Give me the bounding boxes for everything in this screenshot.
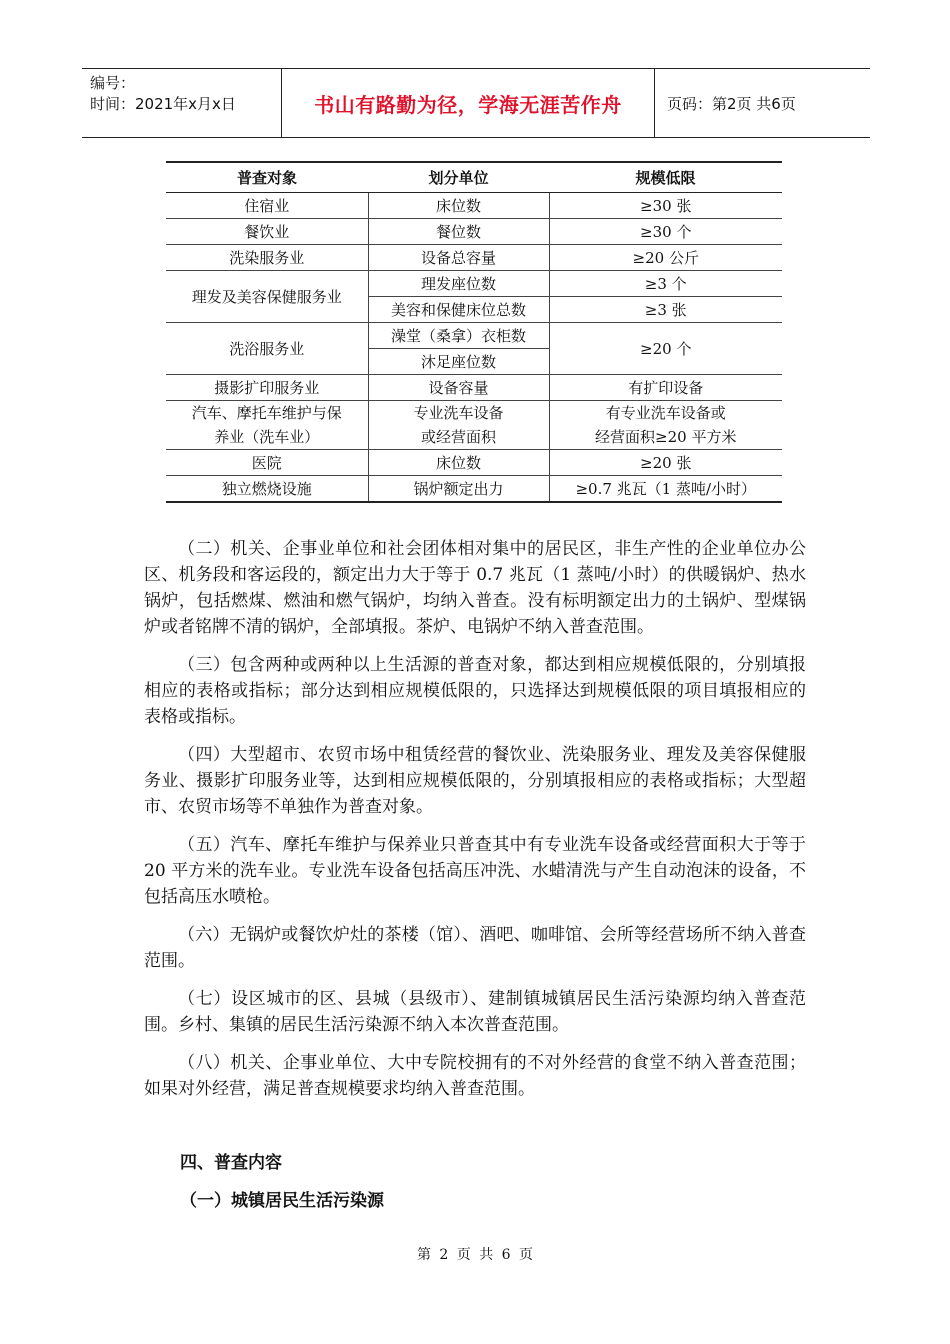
table-cell: 洗染服务业: [166, 245, 368, 271]
table-row: [166, 401, 782, 450]
table-cell: ≥20 个: [549, 323, 782, 375]
table-cell: 设备容量: [368, 375, 549, 401]
table-cell: 有扩印设备: [549, 375, 782, 401]
table-row: [166, 375, 782, 401]
table-cell: 住宿业: [166, 193, 368, 219]
table-cell: 床位数: [368, 193, 549, 219]
number-label: 编号：: [90, 74, 136, 92]
table-cell: [549, 401, 782, 450]
table-cell: ≥30 个: [549, 219, 782, 245]
table-cell: 独立燃烧设施: [166, 476, 368, 503]
table-cell: 理发及美容保健服务业: [166, 271, 368, 323]
table-cell: ≥3 个: [549, 271, 782, 297]
table-row: [166, 323, 782, 349]
table-cell: 床位数: [368, 450, 549, 476]
header-meta: [82, 69, 282, 137]
table-row: [166, 271, 782, 297]
table-cell: ≥3 张: [549, 297, 782, 323]
header-motto: 书山有路勤为径，学海无涯苦作舟: [282, 69, 655, 137]
table-cell: ≥0.7 兆瓦（1 蒸吨/小时）: [549, 476, 782, 503]
cell-line: 经营面积≥20 平方米: [595, 428, 737, 446]
cell-line: 专业洗车设备: [413, 404, 504, 422]
header-page-info: 页码：第2页 共6页: [667, 94, 796, 113]
table-cell: 理发座位数: [368, 271, 549, 297]
table-cell: ≥20 公斤: [549, 245, 782, 271]
cell-line: 有专业洗车设备或: [605, 404, 726, 422]
page-footer: 第 2 页 共 6 页: [416, 1247, 534, 1263]
time-label: 时间：2021年x月x日: [90, 95, 236, 113]
table-cell: 餐位数: [368, 219, 549, 245]
table-cell: 澡堂（桑拿）衣柜数: [368, 323, 549, 349]
paragraph: （三）包含两种或两种以上生活源的普查对象，都达到相应规模低限的，分别填报相应的表格或指标；部分达到相应规模低限的，只选择达到规模低限的项目填报相应的表格或指标。: [144, 655, 806, 727]
table-row: [166, 193, 782, 219]
header-cell: 划分单位: [368, 162, 549, 193]
paragraph: （四）大型超市、农贸市场中租赁经营的餐饮业、洗染服务业、理发及美容保健服务业、摄影扩印服务业等，达到相应规模低限的，分别填报相应的表格或指标；大型超市、农贸市场等不单独作为普查对象。: [144, 745, 806, 817]
paragraph: （八）机关、企事业单位、大中专院校拥有的不对外经营的食堂不纳入普查范围；如果对外经营，满足普查规模要求均纳入普查范围。: [144, 1053, 806, 1099]
page-header: [82, 68, 870, 138]
header-cell: 普查对象: [166, 162, 368, 193]
paragraph: （五）汽车、摩托车维护与保养业只普查其中有专业洗车设备或经营面积大于等于 20 平方米的洗车业。专业洗车设备包括高压冲洗、水蜡清洗与产生自动泡沫的设备，不包括高压水喷枪。: [144, 835, 806, 907]
table-cell: 餐饮业: [166, 219, 368, 245]
table-cell: 美容和保健床位总数: [368, 297, 549, 323]
paragraph: （二）机关、企事业单位和社会团体相对集中的居民区，非生产性的企业单位办公区、机务段和客运段的，额定出力大于等于 0.7 兆瓦（1 蒸吨/小时）的供暖锅炉、热水锅炉，包括燃煤、燃油和燃气锅炉，均纳入普查。没有标明额定出力的土锅炉、型煤锅炉或者铭牌不清的锅炉，全部填报。茶炉、电锅炉不纳入普查范围。: [144, 539, 806, 637]
table-cell: ≥30 张: [549, 193, 782, 219]
table-header-row: [166, 162, 782, 193]
table-row: [166, 219, 782, 245]
paragraph: （七）设区城市的区、县城（县级市）、建制镇城镇居民生活污染源均纳入普查范围。乡村、集镇的居民生活污染源不纳入本次普查范围。: [144, 989, 806, 1035]
body-text: [144, 536, 806, 1114]
table-cell: [368, 401, 549, 450]
cell-line: 养业（洗车业）: [214, 428, 320, 446]
table-cell: 设备总容量: [368, 245, 549, 271]
table-cell: 医院: [166, 450, 368, 476]
cell-line: 汽车、摩托车维护与保: [191, 404, 342, 422]
table-cell: ≥20 张: [549, 450, 782, 476]
table-row: [166, 476, 782, 503]
cell-line: 或经营面积: [420, 428, 496, 446]
section-title: 四、普查内容: [180, 1153, 282, 1173]
table-cell: [166, 401, 368, 450]
table-cell: 摄影扩印服务业: [166, 375, 368, 401]
table-row: [166, 245, 782, 271]
subsection-title: （一）城镇居民生活污染源: [180, 1191, 384, 1211]
survey-scope-table: [166, 161, 782, 503]
header-cell: 规模低限: [549, 162, 782, 193]
table-cell: 沐足座位数: [368, 349, 549, 375]
table-row: [166, 450, 782, 476]
table-cell: 锅炉额定出力: [368, 476, 549, 503]
paragraph: （六）无锅炉或餐饮炉灶的茶楼（馆）、酒吧、咖啡馆、会所等经营场所不纳入普查范围。: [144, 925, 806, 971]
table-cell: 洗浴服务业: [166, 323, 368, 375]
